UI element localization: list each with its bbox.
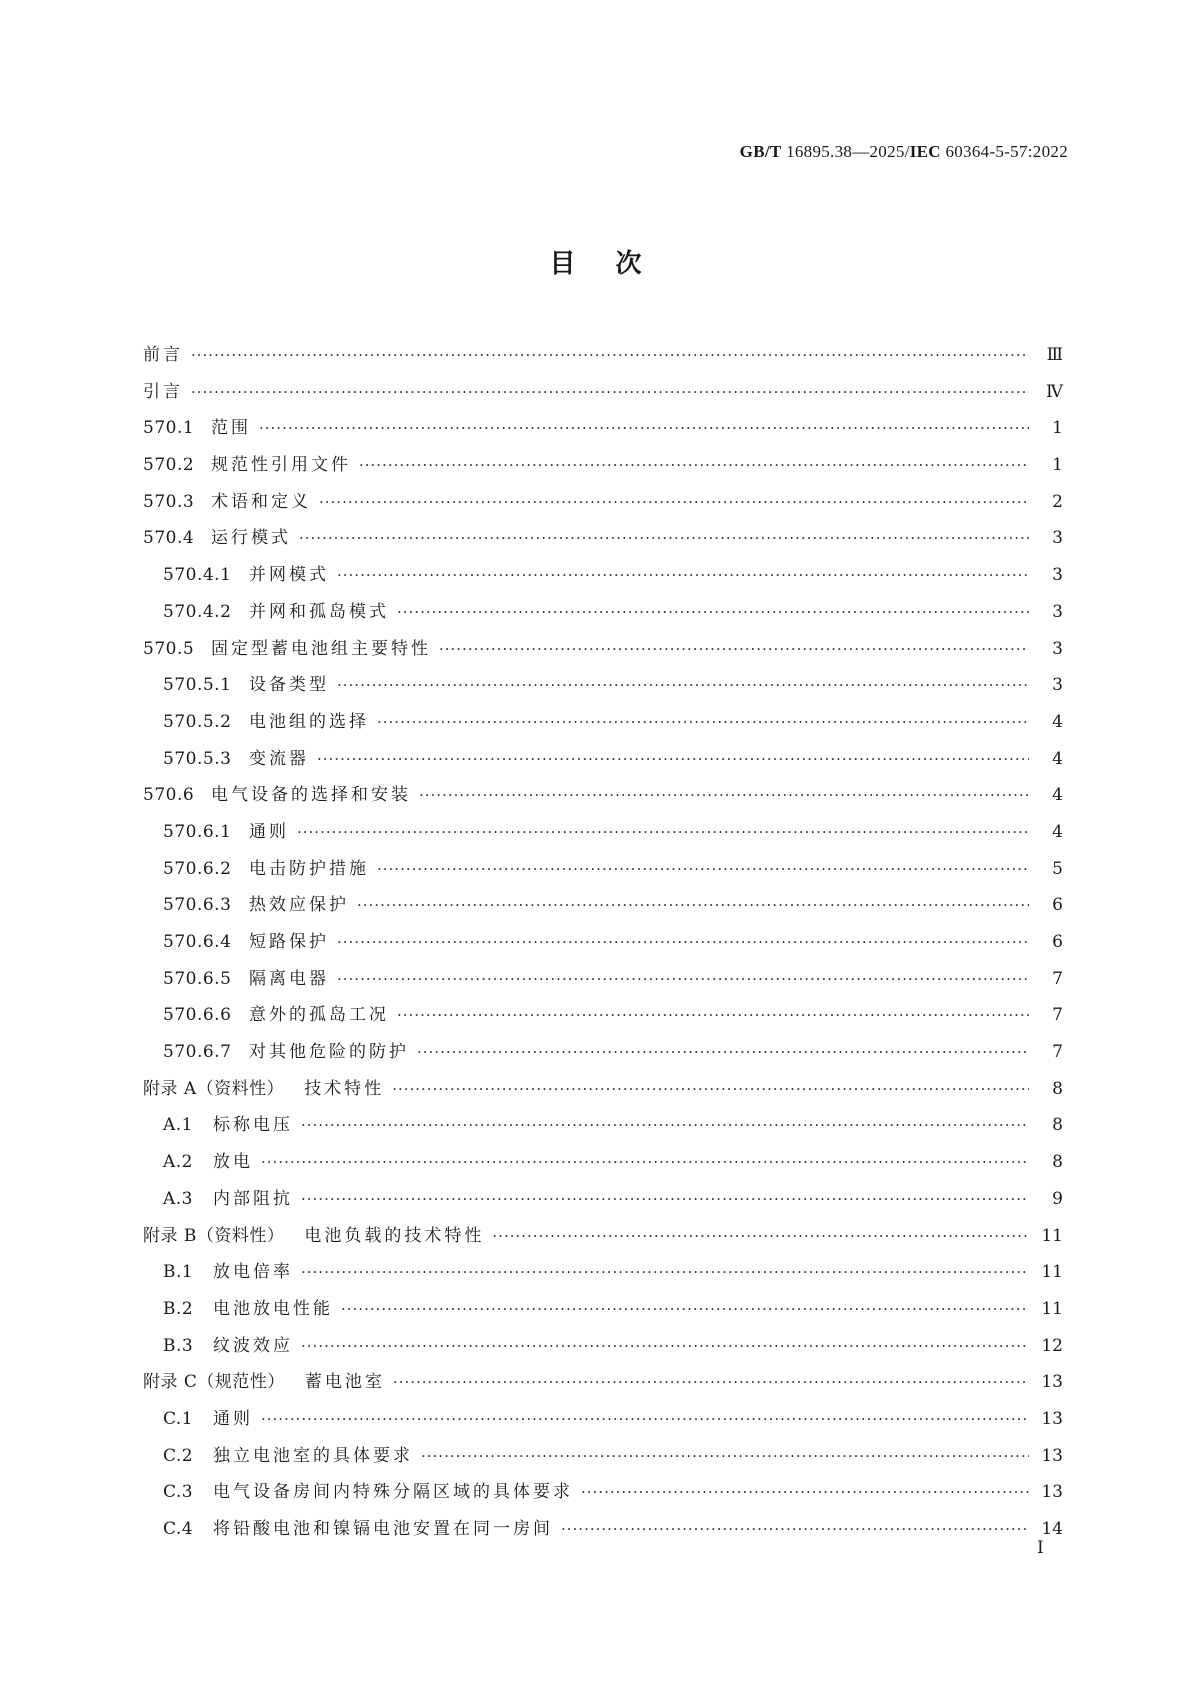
toc-entry[interactable] [143, 851, 1063, 888]
toc-entry-number: 附录 C（规范性） [143, 1372, 285, 1393]
toc-entry-title: 标称电压 [213, 1115, 293, 1136]
toc-leader-dots [301, 1107, 1029, 1144]
toc-entry-title: 运行模式 [211, 528, 291, 549]
toc-entry-page: 7 [1052, 1005, 1063, 1026]
toc-entry-number: 附录 A（资料性） [143, 1078, 285, 1099]
toc-entry[interactable] [143, 410, 1063, 447]
toc-entry-number: 570.4.2 [163, 601, 232, 622]
toc-leader-dots [377, 851, 1029, 888]
toc-entry-page: 8 [1052, 1115, 1063, 1136]
toc-leader-dots [337, 667, 1029, 704]
toc-leader-dots [417, 1034, 1029, 1071]
toc-entry[interactable] [143, 1144, 1063, 1181]
toc-entry-title: 技术特性 [304, 1078, 385, 1099]
toc-entry-page: 11 [1041, 1225, 1063, 1246]
toc-entry-number: C.2 [163, 1445, 194, 1466]
toc-entry-number: A.2 [163, 1152, 193, 1173]
toc-entry-page: 11 [1041, 1298, 1063, 1319]
toc-entry-page: 3 [1052, 565, 1063, 586]
toc-entry-title: 隔离电器 [249, 968, 329, 989]
toc-entry-title: 热效应保护 [249, 895, 349, 916]
toc-entry[interactable] [143, 484, 1063, 521]
toc-entry[interactable] [143, 1107, 1063, 1144]
toc-leader-dots [397, 997, 1029, 1034]
toc-entry-number: B.2 [163, 1298, 194, 1319]
toc-leader-dots [377, 704, 1029, 741]
toc-entry-number: 570.4 [143, 528, 195, 549]
toc-entry-title: 内部阻抗 [213, 1188, 293, 1209]
toc-entry-number: B.3 [163, 1335, 194, 1356]
toc-entry-number: A.1 [163, 1115, 193, 1136]
toc-entry-number: 570.6.7 [163, 1042, 232, 1063]
toc-leader-dots [299, 520, 1029, 557]
iec-prefix: IEC [909, 142, 941, 161]
toc-entry-title: 并网模式 [249, 565, 329, 586]
toc-entry-title: 短路保护 [249, 932, 329, 952]
toc-entry-page: 13 [1041, 1408, 1063, 1429]
toc-entry[interactable] [143, 741, 1063, 778]
toc-entry-page: 8 [1052, 1078, 1063, 1099]
toc-entry-number: 570.6.2 [163, 858, 232, 879]
toc-entry-title: 并网和孤岛模式 [249, 601, 389, 622]
toc-entry-number: 570.6.3 [163, 895, 232, 916]
toc-leader-dots [561, 1511, 1029, 1548]
toc-entry-page: 11 [1041, 1262, 1063, 1283]
toc-entry-number: 附录 B（资料性） [143, 1225, 285, 1246]
toc-entry-page: 3 [1052, 601, 1063, 622]
toc-entry[interactable] [143, 961, 1063, 998]
toc-entry-title: 变流器 [249, 748, 309, 769]
toc-entry[interactable] [143, 1181, 1063, 1218]
toc-entry-number: 570.6.6 [163, 1005, 232, 1026]
toc-entry-title: 术语和定义 [211, 491, 311, 512]
toc-entry-page: 3 [1052, 528, 1063, 549]
toc-entry-title: 固定型蓄电池组主要特性 [211, 638, 431, 659]
toc-entry-title: 通则 [249, 821, 289, 842]
toc-leader-dots [261, 1144, 1029, 1181]
toc-entry[interactable] [143, 1034, 1063, 1071]
toc-entry-number: A.3 [163, 1188, 193, 1209]
toc-entry-page: 4 [1052, 821, 1063, 842]
toc-leader-dots [359, 447, 1029, 484]
page-number: I [1037, 1538, 1044, 1558]
toc-entry[interactable] [143, 374, 1063, 411]
toc-entry-page: 12 [1041, 1335, 1063, 1356]
toc-entry-number: 570.5.1 [163, 675, 232, 696]
toc-entry[interactable] [143, 594, 1063, 631]
toc-entry-title: 放电倍率 [213, 1262, 293, 1283]
toc-entry-page: 3 [1052, 638, 1063, 659]
toc-entry-title: 通则 [213, 1408, 253, 1429]
toc-entry-title: 对其他危险的防护 [249, 1042, 409, 1063]
toc-leader-dots [191, 337, 1029, 374]
toc-entry-page: 3 [1052, 675, 1063, 696]
toc-entry-number: 570.6.1 [163, 821, 232, 842]
toc-leader-dots [492, 1218, 1029, 1255]
toc-entry[interactable] [143, 1364, 1063, 1401]
toc-leader-dots [393, 1364, 1029, 1401]
toc-entry-title: 前言 [143, 345, 183, 365]
toc-entry-title: 电气设备的选择和安装 [211, 785, 411, 806]
toc-entry-title: 电池负载的技术特性 [304, 1225, 485, 1246]
toc-entry[interactable] [143, 1401, 1063, 1438]
toc-entry-number: C.1 [163, 1408, 194, 1429]
toc-leader-dots [261, 1401, 1029, 1438]
toc-entry[interactable] [143, 337, 1063, 374]
toc-entry-title: 电池放电性能 [213, 1298, 333, 1319]
toc-entry[interactable] [143, 1218, 1063, 1255]
toc-leader-dots [191, 374, 1029, 411]
toc-leader-dots [439, 631, 1029, 668]
toc-entry-number: 570.1 [143, 418, 195, 439]
toc-leader-dots [419, 777, 1029, 814]
toc-entry-title: 规范性引用文件 [211, 455, 351, 476]
toc-entry-page: 7 [1052, 1042, 1063, 1063]
toc-entry-page: 9 [1052, 1188, 1063, 1209]
toc-entry-page: 6 [1052, 895, 1063, 916]
toc-entry-number: 570.3 [143, 491, 195, 512]
toc-leader-dots [337, 557, 1029, 594]
toc-entry-page: 6 [1052, 932, 1063, 952]
toc-entry[interactable] [143, 631, 1063, 668]
toc-leader-dots [392, 1071, 1029, 1108]
toc-entry-page: 1 [1052, 455, 1063, 476]
toc-leader-dots [421, 1438, 1029, 1475]
toc-entry[interactable] [143, 1254, 1063, 1291]
table-of-contents [143, 337, 1063, 1548]
toc-entry[interactable] [143, 1474, 1063, 1511]
toc-entry-page: 5 [1052, 858, 1063, 879]
standard-prefix: GB/T [739, 142, 782, 161]
toc-entry-title: 意外的孤岛工况 [249, 1005, 389, 1026]
toc-entry[interactable] [143, 924, 1063, 961]
toc-entry-page: 4 [1052, 785, 1063, 806]
toc-entry-title: 设备类型 [249, 675, 329, 696]
toc-entry-title: 将铅酸电池和镍镉电池安置在同一房间 [213, 1519, 553, 1539]
toc-leader-dots [337, 924, 1029, 961]
toc-entry-number: C.4 [163, 1519, 194, 1539]
standard-code [740, 142, 1068, 162]
toc-leader-dots [259, 410, 1029, 447]
toc-leader-dots [397, 594, 1029, 631]
toc-entry-title: 引言 [143, 381, 183, 402]
toc-entry-page: 8 [1052, 1152, 1063, 1173]
toc-entry[interactable] [143, 814, 1063, 851]
toc-entry-title: 范围 [211, 418, 251, 439]
toc-entry-page: 13 [1041, 1445, 1063, 1466]
toc-leader-dots [317, 741, 1029, 778]
toc-entry[interactable] [143, 777, 1063, 814]
toc-leader-dots [297, 814, 1029, 851]
toc-entry[interactable] [143, 704, 1063, 741]
toc-entry[interactable] [143, 667, 1063, 704]
toc-entry-number: 570.2 [143, 455, 195, 476]
page-title: 目次 [549, 249, 682, 279]
toc-entry[interactable] [143, 447, 1063, 484]
toc-entry-number: 570.6 [143, 785, 195, 806]
toc-entry-title: 蓄电池室 [304, 1372, 385, 1393]
toc-entry-number: 570.6.4 [163, 932, 232, 952]
toc-entry[interactable] [143, 887, 1063, 924]
toc-entry-number: 570.5.2 [163, 711, 232, 732]
toc-leader-dots [301, 1328, 1029, 1365]
toc-entry-title: 纹波效应 [213, 1335, 293, 1356]
toc-entry[interactable] [143, 557, 1063, 594]
toc-entry-number: B.1 [163, 1262, 194, 1283]
toc-leader-dots [581, 1474, 1029, 1511]
toc-entry[interactable] [143, 1328, 1063, 1365]
toc-entry-page: 4 [1052, 711, 1063, 732]
toc-entry-number: 570.5.3 [163, 748, 232, 769]
toc-entry-page: 13 [1041, 1372, 1063, 1393]
toc-entry-title: 电池组的选择 [249, 711, 369, 732]
toc-entry-page: 13 [1041, 1482, 1063, 1503]
toc-entry-title: 电击防护措施 [249, 858, 369, 879]
toc-leader-dots [319, 484, 1029, 521]
toc-entry-page: 7 [1052, 968, 1063, 989]
toc-entry[interactable] [143, 1291, 1063, 1328]
toc-leader-dots [341, 1291, 1029, 1328]
toc-entry-page: Ⅲ [1046, 345, 1063, 365]
toc-entry[interactable] [143, 1071, 1063, 1108]
toc-entry-number: 570.6.5 [163, 968, 232, 989]
standard-number: 16895.38—2025/ [786, 142, 910, 161]
toc-leader-dots [301, 1181, 1029, 1218]
toc-entry-page: 1 [1052, 418, 1063, 439]
toc-entry-title: 放电 [213, 1152, 253, 1173]
toc-entry-page: Ⅳ [1046, 381, 1063, 402]
toc-entry[interactable] [143, 520, 1063, 557]
toc-leader-dots [357, 887, 1029, 924]
toc-entry-number: 570.5 [143, 638, 195, 659]
toc-entry[interactable] [143, 1511, 1063, 1548]
toc-entry-number: 570.4.1 [163, 565, 232, 586]
toc-entry-page: 2 [1052, 491, 1063, 512]
toc-entry-page: 14 [1041, 1519, 1063, 1539]
iec-number: 60364-5-57:2022 [945, 142, 1068, 161]
toc-entry[interactable] [143, 1438, 1063, 1475]
toc-entry-page: 4 [1052, 748, 1063, 769]
toc-entry-number: C.3 [163, 1482, 194, 1503]
toc-entry-title: 独立电池室的具体要求 [213, 1445, 413, 1466]
toc-leader-dots [301, 1254, 1029, 1291]
toc-entry[interactable] [143, 997, 1063, 1034]
toc-entry-title: 电气设备房间内特殊分隔区域的具体要求 [213, 1482, 573, 1503]
toc-leader-dots [337, 961, 1029, 998]
